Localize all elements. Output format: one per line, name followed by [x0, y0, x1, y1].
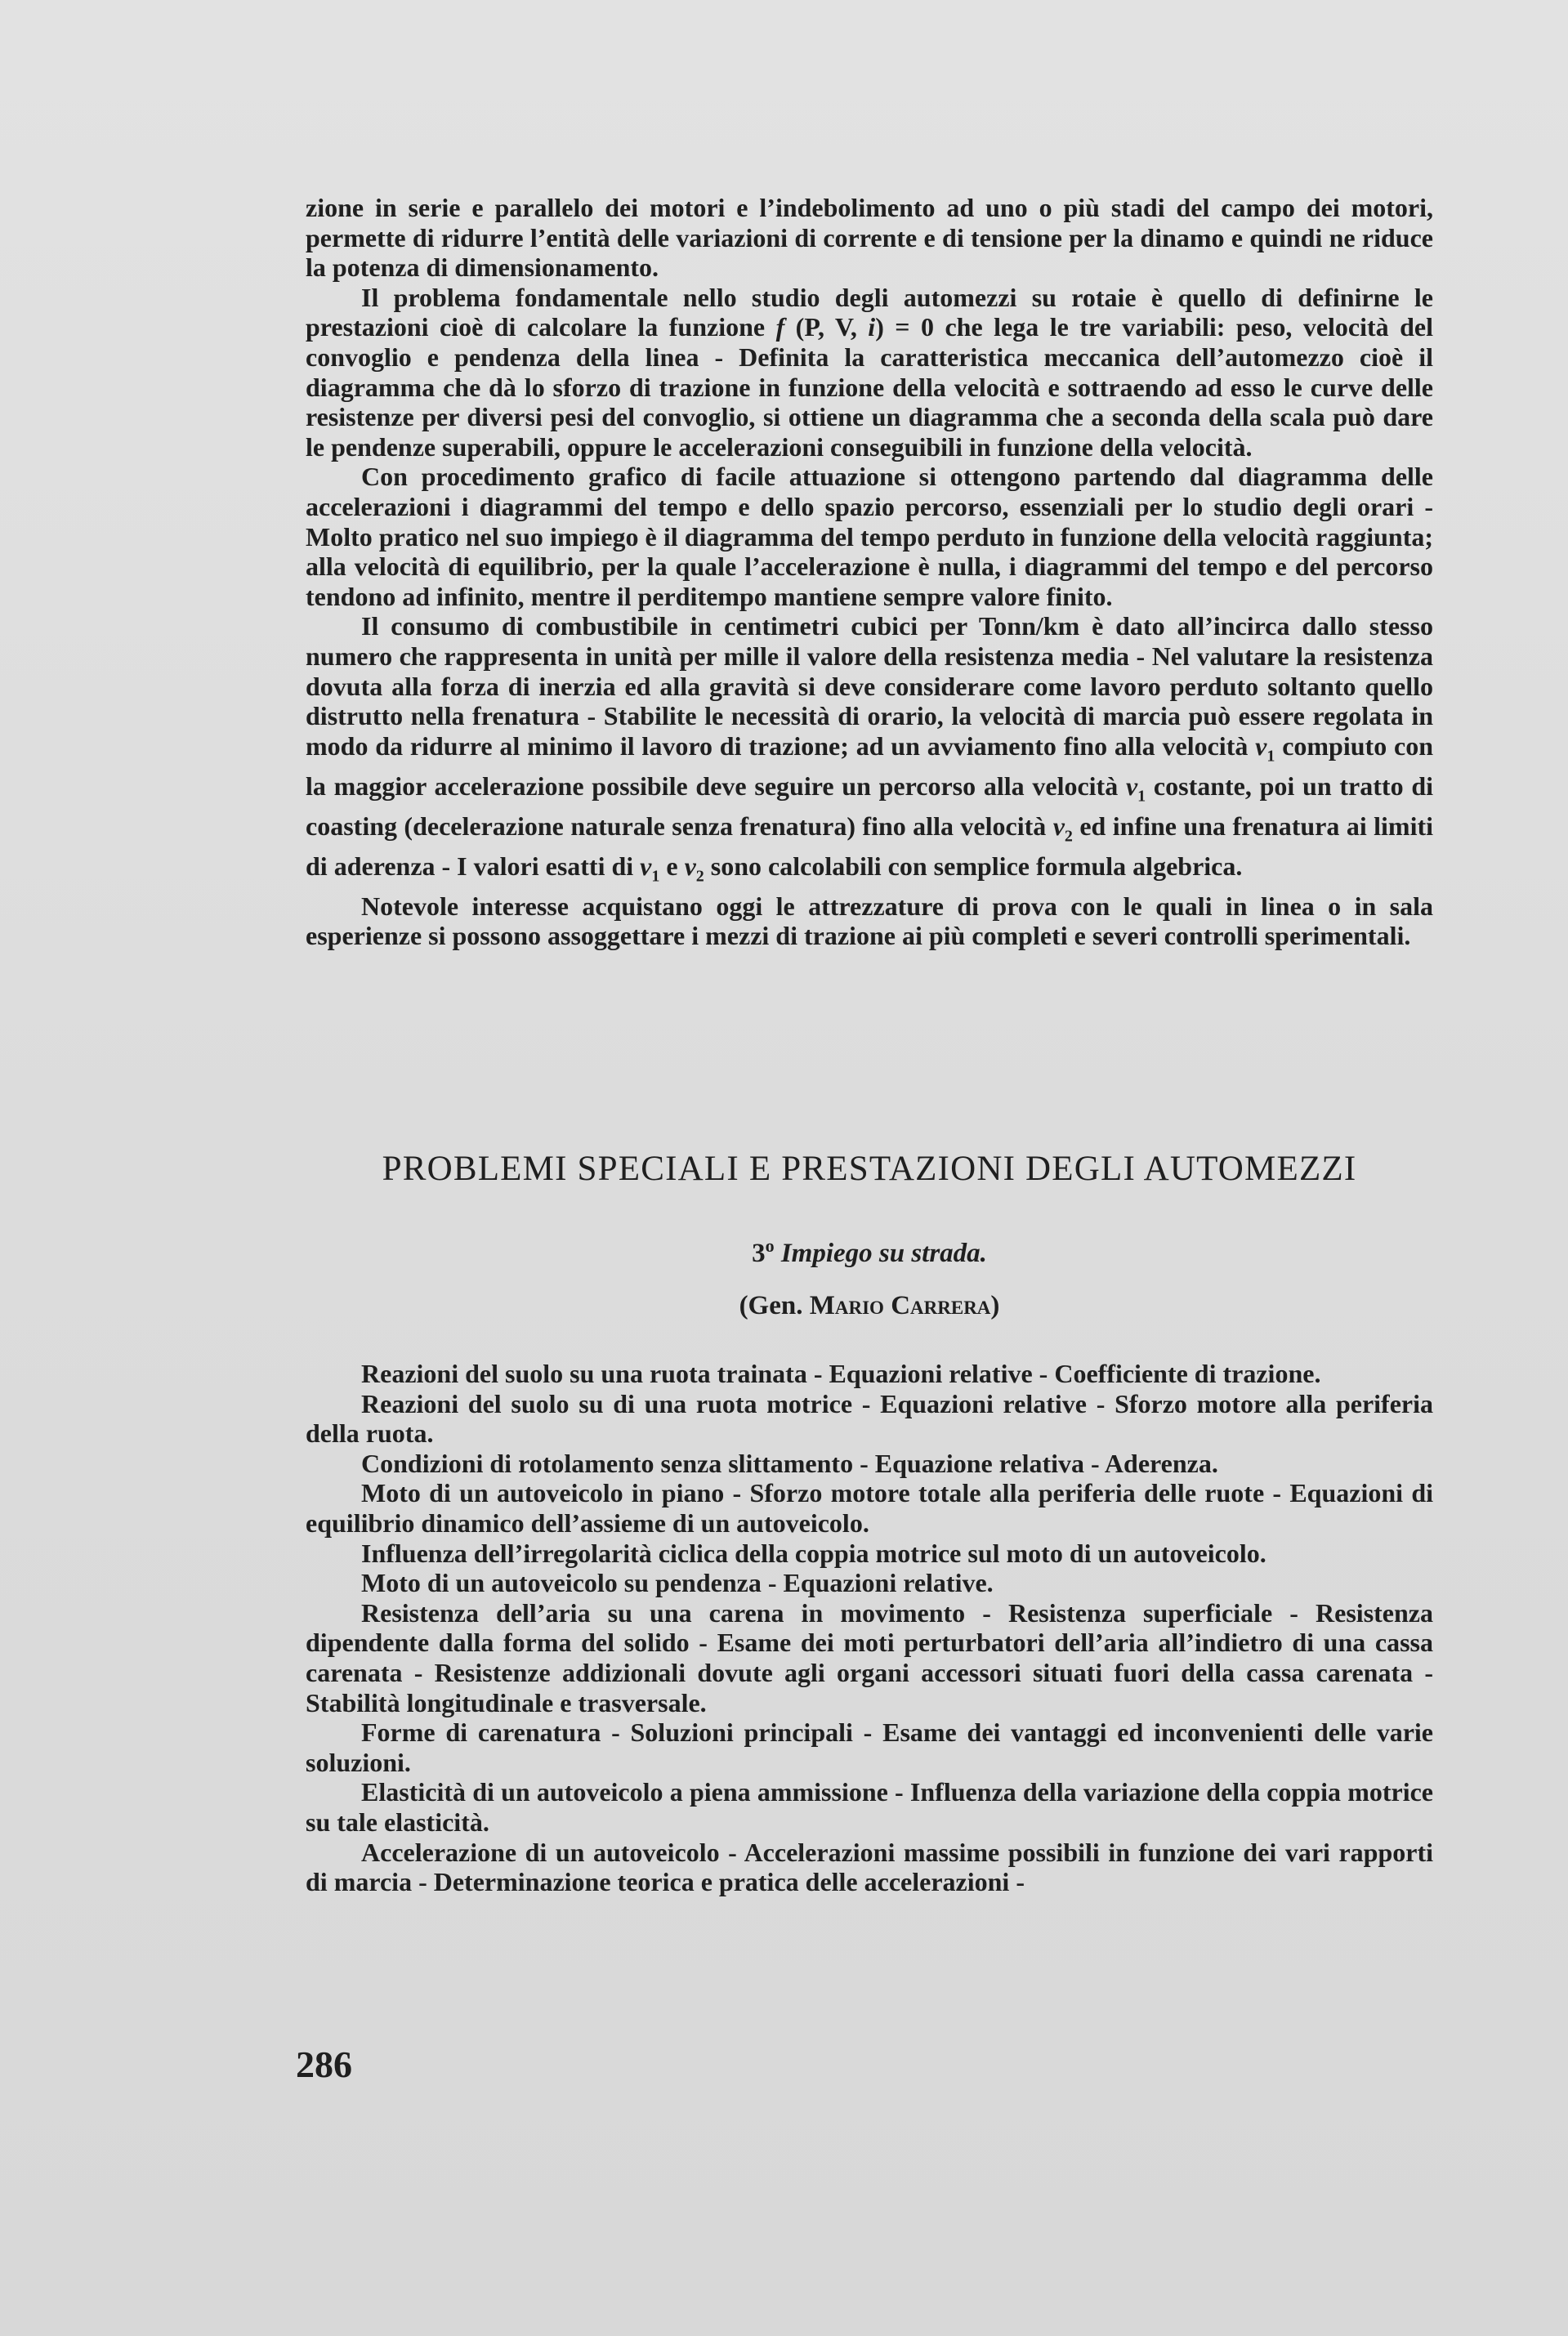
paragraph-4-text-c: costante, poi un tratto di coasting (decelerazione naturale senza frenatura) fino alla velocità	[306, 770, 1434, 841]
topic-paragraph: Moto di un autoveicolo su pendenza - Equazioni relative.	[361, 1568, 994, 1598]
velocity-symbol: v	[1052, 811, 1065, 841]
topic-paragraph: Influenza dell’irregolarità ciclica della coppia motrice sul moto di un autoveicolo.	[361, 1538, 1266, 1568]
section-number: 3	[752, 1239, 766, 1268]
subtitle-text: Impiego su strada.	[774, 1239, 987, 1268]
section-heading: PROBLEMI SPECIALI E PRESTAZIONI DEGLI AUTOMEZZI	[382, 1150, 1357, 1188]
paragraph-4-text-f: sono calcolabili con semplice formula algebrica.	[704, 851, 1243, 881]
paragraph-1: zione in serie e parallelo dei motori e l’indebolimento ad uno o più stadi del campo dei motori, permette di ridurre l’entità delle variazioni di corrente e di tensione per la dinamo e quindi ne riduce la potenza di dimensionamento.	[306, 193, 1433, 283]
topic-paragraph: Condizioni di rotolamento senza slittamento - Equazione relativa - Aderenza.	[361, 1448, 1218, 1478]
topic-paragraph: Reazioni del suolo su di una ruota motrice - Equazioni relative - Sforzo motore alla periferia della ruota.	[306, 1388, 1433, 1449]
ordinal-indicator: o	[765, 1235, 775, 1256]
velocity-symbol: v	[640, 851, 652, 881]
paragraph-4-text-e: e	[659, 851, 685, 881]
subscript: 2	[695, 867, 704, 886]
paragraph-4	[306, 611, 1433, 891]
paragraph-3: Con procedimento grafico di facile attuazione si ottengono partendo dal diagramma delle accelerazioni i diagrammi del tempo e dello spazio percorso, essenziali per lo studio degli orari - Molto pratico nel suo impiego è il diagramma del tempo perduto in funzione della velocità raggiunta; alla velocità di equilibrio, per la quale l’accelerazione è nulla, i diagrammi del tempo e del percorso tendono ad infinito, mentre il perditempo mantiene sempre valore finito.	[306, 462, 1433, 611]
topic-paragraph: Forme di carenatura - Soluzioni principali - Esame dei vantaggi ed inconvenienti delle varie soluzioni.	[306, 1717, 1433, 1777]
paragraph-4-text-d: ed infine una frenatura ai limiti di aderenza - I valori esatti di	[306, 811, 1434, 881]
paragraph-2-text-a: Il problema fondamentale nello studio degli automezzi su rotaie è quello di definirne le prestazioni cioè di calcolare la funzione	[306, 282, 1433, 342]
paragraph-2	[306, 283, 1433, 462]
author-prefix: (Gen.	[739, 1291, 810, 1320]
topic-paragraph: Accelerazione di un autoveicolo - Accelerazioni massime possibili in funzione dei vari rapporti di marcia - Determinazione teorica e pratica delle accelerazioni -	[306, 1837, 1433, 1897]
subscript: 1	[1266, 747, 1275, 766]
velocity-symbol: v	[1125, 770, 1138, 801]
author-suffix: )	[990, 1291, 1000, 1320]
paragraph-2-text-b: (P, V,	[784, 312, 869, 342]
function-symbol: f	[775, 312, 785, 342]
paragraph-4-text-a: Il consumo di combustibile in centimetri cubici per Tonn/km è dato all’incirca dallo stesso numero che rappresenta in unità per mille il valore della resistenza media - Nel valutare la resistenza dovuta alla forza di inerzia ed alla gravità si deve considerare come lavoro perduto soltanto quello distrutto nella frenatura - Stabilite le necessità di orario, la velocità di marcia può essere regolata in modo da ridurre al minimo il lavoro di trazione; ad un avviamento fino alla velocità	[306, 611, 1433, 761]
variable-i: i	[868, 312, 876, 342]
subscript: 2	[1064, 827, 1073, 846]
paragraph-2-text-c: ) = 0 che lega le tre variabili: peso, velocità del convoglio e pendenza della linea - Definita la caratteristica meccanica dell’automezzo cioè il diagramma che dà lo sforzo di trazione in funzione della velocità e sottraendo ad esso le curve delle resistenze per diversi pesi del convoglio, si ottiene un diagramma che a seconda della scala può dare le pendenze superabili, oppure le accelerazioni conseguibili in funzione della velocità.	[306, 312, 1434, 462]
paragraph-4-text-b: compiuto con la maggior accelerazione possibile deve seguire un percorso alla velocità	[306, 730, 1434, 801]
page-number: 286	[296, 2043, 352, 2085]
author-name: Mario Carrera	[809, 1291, 991, 1320]
topic-paragraph: Resistenza dell’aria su una carena in movimento - Resistenza superficiale - Resistenza dipendente dalla forma del solido - Esame dei moti perturbatori dell’aria all’indietro di una cassa carenata - Resistenze addizionali dovute agli organi accessori situati fuori della cassa carenata - Stabilità longitudinale e trasversale.	[306, 1597, 1433, 1717]
topic-paragraph: Moto di un autoveicolo in piano - Sforzo motore totale alla periferia delle ruote - Equazioni di equilibrio dinamico dell’assieme di un autoveicolo.	[306, 1478, 1433, 1538]
section-subtitle	[302, 1235, 1436, 1269]
body-text-top	[306, 193, 1433, 951]
subscript: 1	[651, 867, 660, 886]
subscript: 1	[1137, 787, 1146, 806]
velocity-symbol: v	[684, 851, 696, 881]
velocity-symbol: v	[1255, 730, 1267, 761]
author-line	[302, 1291, 1436, 1321]
topic-paragraph: Reazioni del suolo su una ruota trainata - Equazioni relative - Coefficiente di trazione.	[361, 1359, 1321, 1388]
topic-paragraph: Elasticità di un autoveicolo a piena ammissione - Influenza della variazione della coppia motrice su tale elasticità.	[306, 1777, 1433, 1837]
body-text-bottom	[306, 1359, 1433, 1897]
paragraph-5: Notevole interesse acquistano oggi le attrezzature di prova con le quali in linea o in sala esperienze si possono assoggettare i mezzi di trazione ai più completi e severi controlli sperimentali.	[306, 891, 1433, 951]
